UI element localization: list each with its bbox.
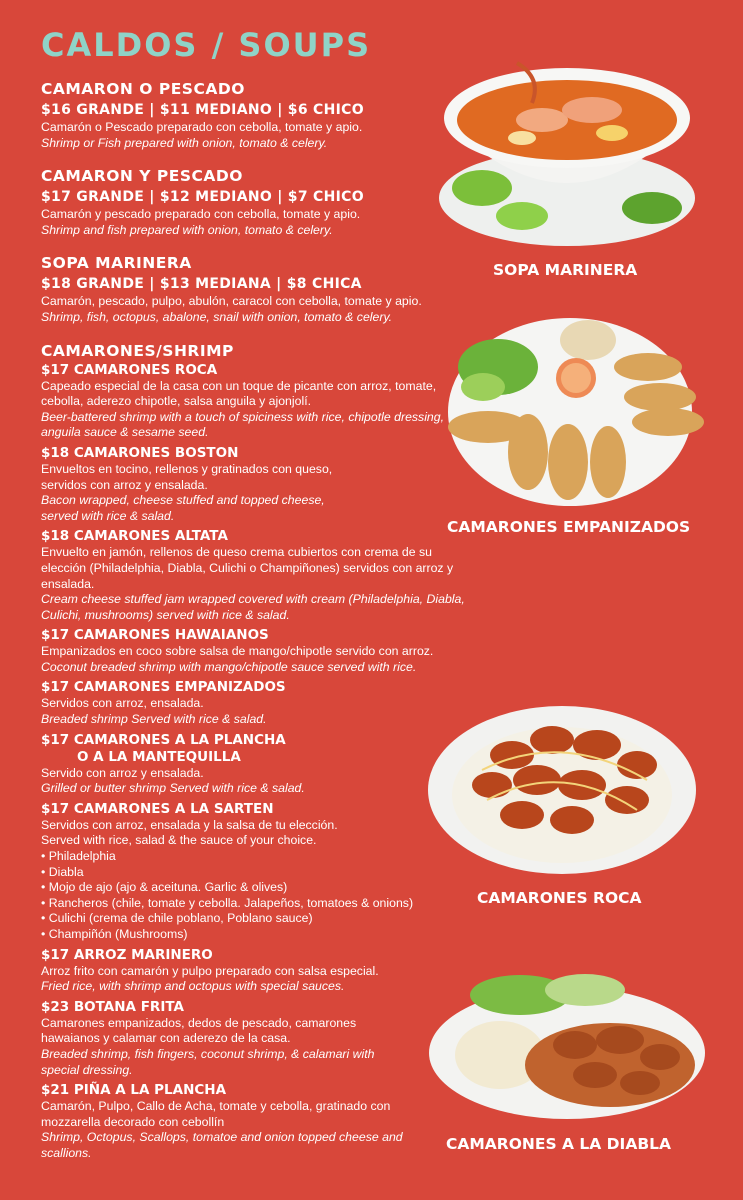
item-desc-es: Envuelto en jamón, rellenos de queso crema cubiertos con crema de su elección (Philadelphia, Diabla, Culichi o Champiñones) servidos con arroz y ensalada.	[41, 545, 454, 591]
item-desc-es: Camarón, pescado, pulpo, abulón, caracol con cebolla, tomate y apio.	[41, 294, 422, 309]
caption-camarones-roca: CAMARONES ROCA	[477, 889, 642, 907]
item-desc-en: Shrimp, Octopus, Scallops, tomatoe and onion topped cheese and scallions.	[41, 1130, 403, 1160]
item-desc-es: Camarones empanizados, dedos de pescado, camarones hawaianos y calamar con aderezo de la casa.	[41, 1015, 357, 1046]
item-desc-es: Capeado especial de la casa con un toque de picante con arroz, tomate, cebolla, aderezo chipotle, salsa anguila y ajonjolí.	[41, 378, 437, 409]
menu-item	[41, 1082, 471, 1161]
item-title: $17 CAMARONES A LA SARTEN	[41, 800, 274, 817]
item-desc-en: Bacon wrapped, cheese stuffed and topped cheese, served with rice & salad.	[41, 493, 325, 523]
item-desc-es: Arroz frito con camarón y pulpo preparado con salsa especial.	[41, 963, 379, 978]
section-heading-shrimp: CAMARONES/SHRIMP	[41, 341, 234, 360]
caption-camarones-empanizados: CAMARONES EMPANIZADOS	[447, 518, 691, 536]
menu-item-soup	[41, 78, 471, 151]
item-desc-en: Shrimp and fish prepared with onion, tomato & celery.	[41, 222, 333, 237]
item-desc-es: Empanizados en coco sobre salsa de mango/chipotle servido con arroz.	[41, 644, 434, 659]
camarones-diabla-photo	[425, 965, 710, 1125]
item-title: $18 CAMARONES BOSTON	[41, 444, 239, 461]
menu-column	[41, 78, 471, 1166]
menu-item-soup	[41, 165, 471, 238]
item-desc-es: Envueltos en tocino, rellenos y gratinados con queso, servidos con arroz y ensalada.	[41, 461, 333, 492]
item-name: CAMARON Y PESCADO	[41, 167, 243, 186]
sauce-options	[41, 849, 471, 943]
item-desc-en: Beer-battered shrimp with a touch of spiciness with rice, chipotle dressing, anguila sauce & sesame seed.	[41, 409, 445, 440]
menu-item	[41, 528, 471, 623]
item-title: $21 PIÑA A LA PLANCHA	[41, 1082, 227, 1099]
menu-item	[41, 732, 471, 797]
item-title: $17 CAMARONES ROCA	[41, 361, 218, 378]
item-desc-es: Camarón o Pescado preparado con cebolla, tomate y apio.	[41, 120, 363, 134]
item-desc-en: Grilled or butter shrimp Served with rice & salad.	[41, 781, 305, 796]
item-desc-en: Breaded shrimp, fish fingers, coconut shrimp, & calamari with special dressing.	[41, 1046, 375, 1077]
caption-camarones-diabla: CAMARONES A LA DIABLA	[446, 1135, 671, 1153]
menu-item	[41, 627, 471, 675]
menu-item	[41, 362, 471, 441]
item-price: $18 GRANDE | $13 MEDIANA | $8 CHICA	[41, 276, 362, 293]
item-desc-es: Servido con arroz y ensalada.	[41, 765, 204, 780]
item-desc-en: Fried rice, with shrimp and octopus with special sauces.	[41, 979, 345, 994]
menu-item	[41, 679, 471, 727]
menu-item-soup	[41, 252, 471, 325]
sauce-option: • Champiñón (Mushrooms)	[41, 927, 471, 943]
sauce-option: • Philadelphia	[41, 849, 471, 865]
item-desc-es: Servidos con arroz, ensalada.	[41, 696, 204, 711]
item-title: $17 CAMARONES EMPANIZADOS	[41, 679, 286, 696]
page-title: CALDOS / SOUPS	[41, 26, 372, 64]
caption-sopa-marinera: SOPA MARINERA	[493, 261, 638, 279]
sauce-option: • Culichi (crema de chile poblano, Poblano sauce)	[41, 911, 471, 927]
item-desc-en: Breaded shrimp Served with rice & salad.	[41, 712, 267, 727]
item-desc-es: Servidos con arroz, ensalada y la salsa de tu elección.	[41, 817, 338, 832]
item-title: $23 BOTANA FRITA	[41, 998, 184, 1015]
item-name: SOPA MARINERA	[41, 254, 192, 273]
camarones-roca-photo	[422, 700, 702, 880]
item-title: $17 CAMARONES A LA PLANCHA	[41, 731, 286, 748]
sopa-marinera-photo	[432, 48, 702, 253]
camarones-empanizados-photo	[428, 312, 713, 512]
menu-item	[41, 999, 471, 1078]
item-desc-es: Camarón y pescado preparado con cebolla, tomate y apio.	[41, 207, 361, 222]
item-desc-en: Coconut breaded shrimp with mango/chipotle sauce served with rice.	[41, 659, 417, 674]
item-desc-en: Shrimp, fish, octopus, abalone, snail with onion, tomato & celery.	[41, 309, 393, 324]
item-name: CAMARON O PESCADO	[41, 80, 245, 98]
sauce-option: • Mojo de ajo (ajo & aceituna. Garlic & olives)	[41, 880, 471, 896]
menu-item	[41, 445, 471, 524]
item-title-line2: O A LA MANTEQUILLA	[77, 748, 241, 765]
menu-item	[41, 801, 471, 943]
item-price: $16 GRANDE | $11 MEDIANO | $6 CHICO	[41, 102, 364, 118]
item-desc-en: Cream cheese stuffed jam wrapped covered with cream (Philadelphia, Diabla, Culichi, mushrooms) served with rice & salad.	[41, 592, 465, 622]
item-title: $17 CAMARONES HAWAIANOS	[41, 627, 269, 644]
sauce-option: • Rancheros (chile, tomate y cebolla. Jalapeños, tomatoes & onions)	[41, 896, 471, 912]
sauce-option: • Diabla	[41, 865, 471, 881]
item-title: $17 ARROZ MARINERO	[41, 946, 213, 963]
menu-item	[41, 947, 471, 995]
item-desc-es: Camarón, Pulpo, Callo de Acha, tomate y cebolla, gratinado con mozzarella decorado con cebollín	[41, 1099, 391, 1129]
item-title: $18 CAMARONES ALTATA	[41, 528, 228, 545]
item-desc-en: Shrimp or Fish prepared with onion, tomato & celery.	[41, 135, 328, 150]
item-desc-es-2: Served with rice, salad & the sauce of your choice.	[41, 833, 317, 848]
item-price: $17 GRANDE | $12 MEDIANO | $7 CHICO	[41, 189, 364, 206]
